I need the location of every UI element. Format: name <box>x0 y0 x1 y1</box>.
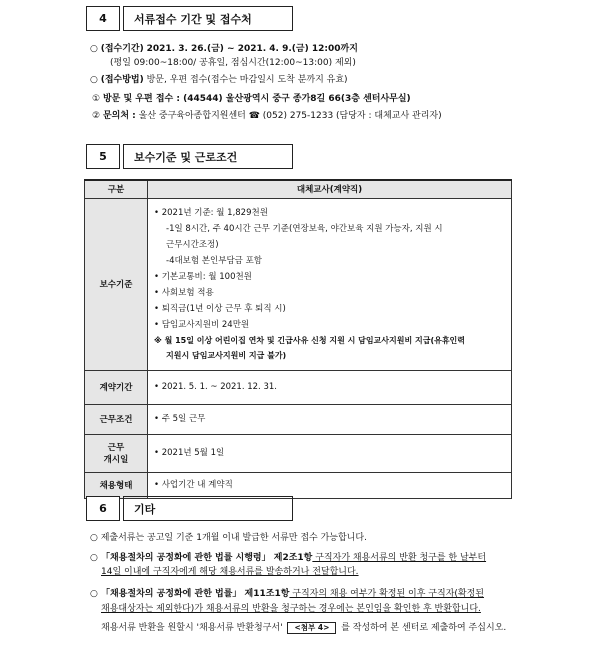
pay-value <box>148 198 512 370</box>
pay-line: • 사회보험 적용 <box>154 288 214 298</box>
note-text: 채용서류 반환을 원할시 '채용서류 반환청구서' <box>101 623 283 633</box>
start-date-label <box>85 434 148 472</box>
contract-value: • 2021. 5. 1. ~ 2021. 12. 31. <box>148 370 512 404</box>
method-label: (접수방법) <box>100 75 144 85</box>
hire-type-value: • 사업기간 내 계약직 <box>148 472 512 498</box>
pay-line: -4대보험 본인부담금 포함 <box>166 256 262 266</box>
item-number: ① <box>92 94 101 104</box>
section-title: 보수기준 및 근로조건 <box>123 144 293 169</box>
circle-bullet-icon: ○ <box>90 75 101 85</box>
pay-note: ※ 월 15일 이상 어린이집 연차 및 긴급사유 신청 지원 시 담임교사지원비 지급(유휴인력 <box>154 336 466 345</box>
section-6-header <box>86 496 293 521</box>
attachment-stamp: <첨부 4> <box>287 622 336 634</box>
header-category: 구분 <box>85 180 148 198</box>
contract-label: 계약기간 <box>85 370 148 404</box>
table-row-hire-type <box>85 472 512 498</box>
section-title: 기타 <box>123 496 293 521</box>
circle-bullet-icon: ○ <box>90 44 101 54</box>
note-text: 구직자의 채용 여부가 확정된 이후 구직자(확정된 <box>289 589 484 599</box>
law-reference: ○ 「채용절차의 공정화에 관한 법률」 제11조1항 <box>90 589 290 599</box>
visit-post-item <box>92 93 411 105</box>
method-line <box>90 74 348 86</box>
pay-line: • 2021년 기준: 월 1,829천원 <box>154 208 268 218</box>
hire-type-label: 채용형태 <box>85 472 148 498</box>
table-row-pay <box>85 198 512 370</box>
section-number: 6 <box>86 496 120 521</box>
table-row-contract <box>85 370 512 404</box>
pay-note: 지원시 담임교사지원비 지급 불가) <box>166 351 287 360</box>
work-condition-label: 근무조건 <box>85 404 148 434</box>
visit-post-text: 방문 및 우편 접수 : (44544) 울산광역시 중구 종가8길 66(3층 센터사무실) <box>102 94 411 104</box>
period-value: 2021. 3. 26.(금) ~ 2021. 4. 9.(금) 12:00까지 <box>146 44 358 54</box>
item-number: ② <box>92 111 101 121</box>
pay-label: 보수기준 <box>85 198 148 370</box>
header-substitute-teacher: 대체교사(계약직) <box>148 180 512 198</box>
contact-label: 문의처 : <box>102 111 136 121</box>
note-return-request-cont: 14일 이내에 구직자에게 해당 채용서류를 발송하거나 전달합니다. <box>101 567 359 577</box>
start-date-label-line: 개시일 <box>103 455 129 465</box>
note-return-request <box>90 552 486 564</box>
note-return-form <box>101 622 506 634</box>
start-date-label-line: 근무 <box>107 443 125 453</box>
pay-line: • 기본교통비: 월 100천원 <box>154 272 252 282</box>
work-condition-value: • 주 5일 근무 <box>148 404 512 434</box>
contact-item <box>92 110 442 122</box>
pay-line: -1일 8시간, 주 40시간 근무 기준(연장보육, 야간보육 지원 가능자, 지원 시 <box>166 224 443 234</box>
note-document-validity: ○ 제출서류는 공고일 기준 1개월 이내 발급한 서류만 접수 가능합니다. <box>90 533 367 543</box>
method-value: 방문, 우편 접수(접수는 마감일시 도착 분까지 유효) <box>146 75 348 85</box>
pay-line: 근무시간조정) <box>166 240 219 250</box>
table-header-row <box>85 180 512 198</box>
section-number: 5 <box>86 144 120 169</box>
contact-text: 울산 중구육아종합지원센터 ☎ (052) 275-1233 (담당자 : 대체교사 관리자) <box>138 111 442 121</box>
note-text: 구직자가 채용서류의 반환 청구를 한 날부터 <box>312 553 487 563</box>
pay-line: • 담임교사지원비 24만원 <box>154 320 250 330</box>
period-line <box>90 43 358 55</box>
conditions-table <box>84 179 512 499</box>
period-label: (접수기간) <box>100 44 144 54</box>
table-row-work-condition <box>85 404 512 434</box>
table-row-start-date <box>85 434 512 472</box>
section-title: 서류접수 기간 및 접수처 <box>123 6 293 31</box>
note-return-after-decision-cont: 채용대상자는 제외한다)가 채용서류의 반환을 청구하는 경우에는 본인임을 확인한 후 반환합니다. <box>101 604 481 614</box>
section-5-header <box>86 144 293 169</box>
section-number: 4 <box>86 6 120 31</box>
law-reference: ○ 「채용절차의 공정화에 관한 법률 시행령」 제2조1항 <box>90 553 313 563</box>
note-text: 를 작성하여 본 센터로 제출하여 주십시오. <box>341 623 507 633</box>
section-4-header <box>86 6 293 31</box>
note-return-after-decision <box>90 588 484 600</box>
pay-line: • 퇴직금(1년 이상 근무 후 퇴직 시) <box>154 304 286 314</box>
period-hours: (평일 09:00~18:00/ 공휴일, 점심시간(12:00~13:00) 제외) <box>110 58 356 68</box>
start-date-value: • 2021년 5월 1일 <box>148 434 512 472</box>
